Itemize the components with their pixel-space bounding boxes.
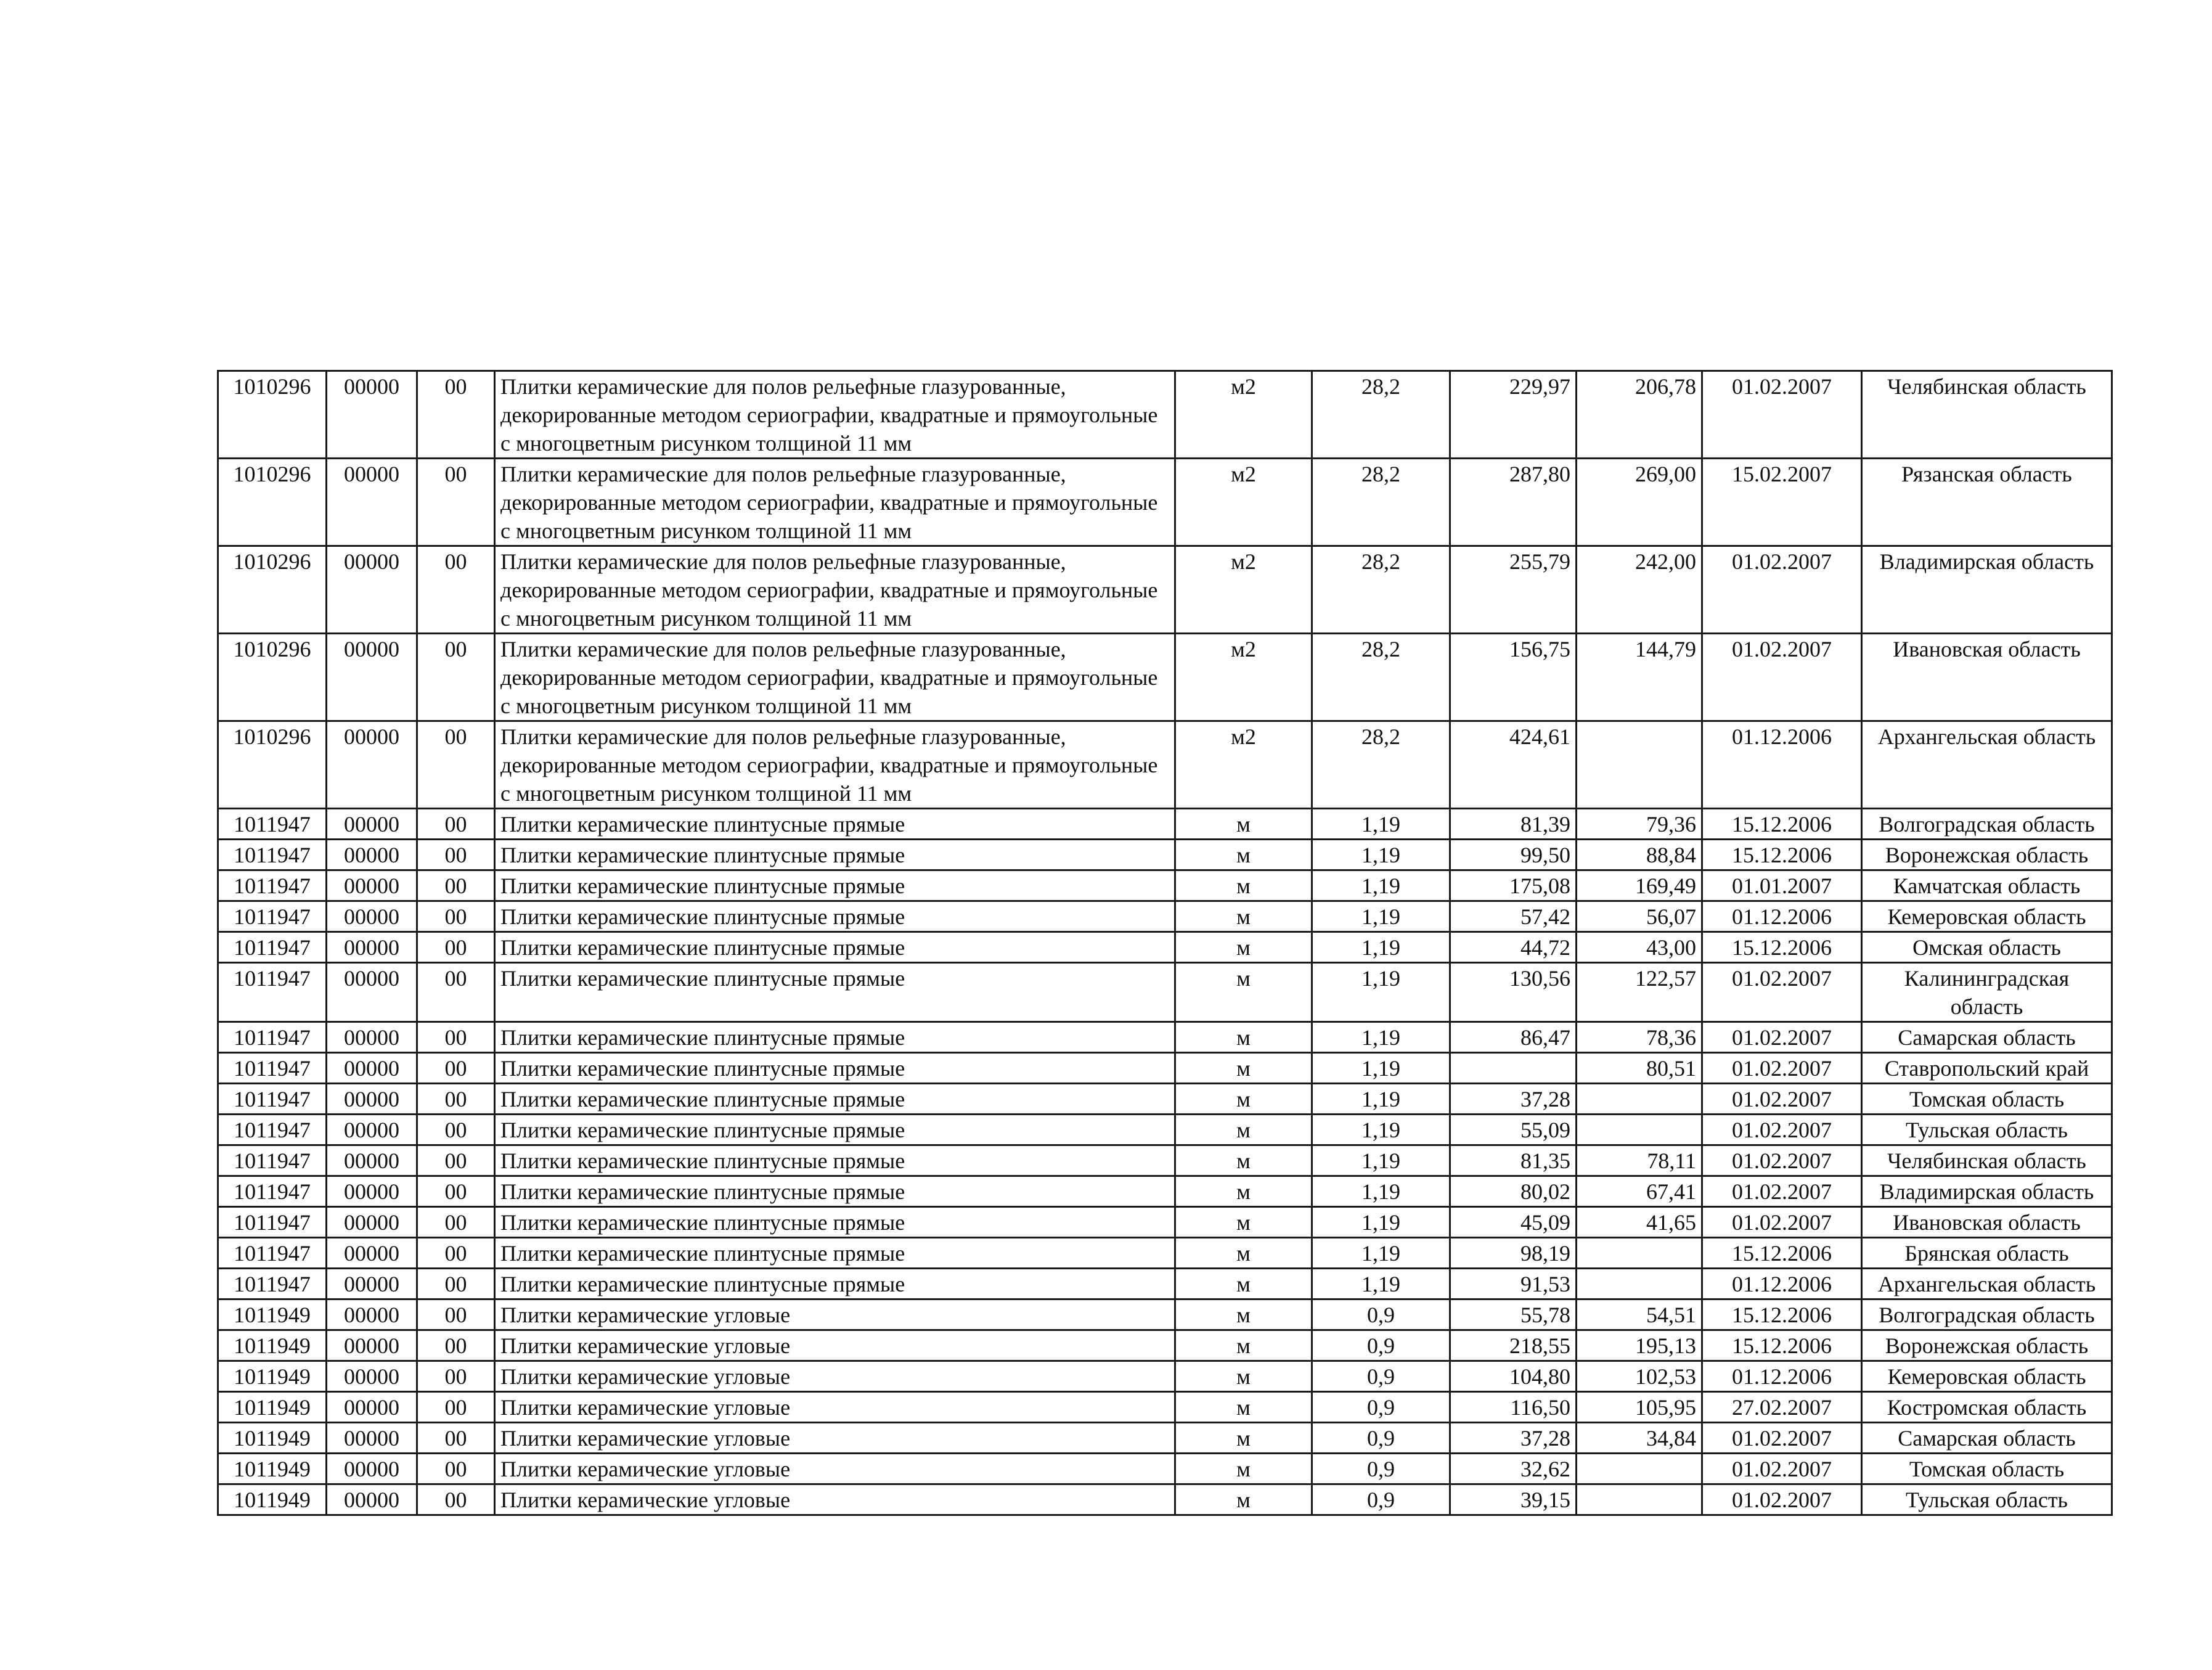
coefficient-cell: 1,19 — [1312, 870, 1450, 901]
price-base-cell: 269,00 — [1577, 459, 1702, 546]
table-row — [218, 1361, 2112, 1392]
table-row — [218, 1300, 2112, 1330]
price-base-cell: 56,07 — [1577, 901, 1702, 932]
material-name-cell: Плитки керамические угловые — [495, 1392, 1175, 1423]
material-name-cell: Плитки керамические плинтусные прямые — [495, 1176, 1175, 1207]
price-base-cell — [1577, 1238, 1702, 1269]
table-row — [218, 870, 2112, 901]
material-name-cell: Плитки керамические угловые — [495, 1423, 1175, 1454]
variant-cell: 00 — [417, 546, 495, 634]
price-current-cell: 98,19 — [1450, 1238, 1577, 1269]
date-cell: 01.02.2007 — [1702, 1115, 1862, 1145]
date-cell: 01.02.2007 — [1702, 963, 1862, 1022]
variant-cell: 00 — [417, 721, 495, 809]
resource-code-cell: 1011947 — [218, 1053, 327, 1084]
resource-code-cell: 1011947 — [218, 870, 327, 901]
resource-code-cell: 1011949 — [218, 1300, 327, 1330]
table-row — [218, 1454, 2112, 1484]
price-current-cell: 86,47 — [1450, 1022, 1577, 1053]
date-cell: 27.02.2007 — [1702, 1392, 1862, 1423]
date-cell: 01.02.2007 — [1702, 1084, 1862, 1115]
unit-cell: м — [1175, 1423, 1312, 1454]
price-base-cell: 54,51 — [1577, 1300, 1702, 1330]
subcode-cell: 00000 — [327, 1022, 417, 1053]
material-name-cell: Плитки керамические плинтусные прямые — [495, 1115, 1175, 1145]
subcode-cell: 00000 — [327, 1300, 417, 1330]
resource-code-cell: 1011949 — [218, 1330, 327, 1361]
date-cell: 01.02.2007 — [1702, 1176, 1862, 1207]
material-name-cell: Плитки керамические плинтусные прямые — [495, 1238, 1175, 1269]
variant-cell: 00 — [417, 1145, 495, 1176]
unit-cell: м — [1175, 1330, 1312, 1361]
price-base-cell: 122,57 — [1577, 963, 1702, 1022]
price-base-cell — [1577, 1115, 1702, 1145]
date-cell: 01.12.2006 — [1702, 721, 1862, 809]
price-base-cell — [1577, 1484, 1702, 1515]
price-current-cell: 175,08 — [1450, 870, 1577, 901]
unit-cell: м — [1175, 1392, 1312, 1423]
price-base-cell: 41,65 — [1577, 1207, 1702, 1238]
resource-code-cell: 1011947 — [218, 1145, 327, 1176]
subcode-cell: 00000 — [327, 901, 417, 932]
price-current-cell: 99,50 — [1450, 840, 1577, 870]
region-cell: Челябинская область — [1862, 1145, 2112, 1176]
resource-code-cell: 1011949 — [218, 1392, 327, 1423]
subcode-cell: 00000 — [327, 1115, 417, 1145]
unit-cell: м — [1175, 1269, 1312, 1300]
region-cell: Волгоградская область — [1862, 809, 2112, 840]
price-base-cell: 43,00 — [1577, 932, 1702, 963]
region-cell: Костромская область — [1862, 1392, 2112, 1423]
coefficient-cell: 0,9 — [1312, 1392, 1450, 1423]
region-cell: Томская область — [1862, 1454, 2112, 1484]
table-row — [218, 371, 2112, 459]
table-row — [218, 809, 2112, 840]
region-cell: Брянская область — [1862, 1238, 2112, 1269]
price-current-cell: 57,42 — [1450, 901, 1577, 932]
table-row — [218, 932, 2112, 963]
resource-code-cell: 1010296 — [218, 546, 327, 634]
price-base-cell: 34,84 — [1577, 1423, 1702, 1454]
subcode-cell: 00000 — [327, 1423, 417, 1454]
material-name-cell: Плитки керамические плинтусные прямые — [495, 809, 1175, 840]
coefficient-cell: 1,19 — [1312, 1022, 1450, 1053]
variant-cell: 00 — [417, 932, 495, 963]
resource-code-cell: 1011947 — [218, 1115, 327, 1145]
variant-cell: 00 — [417, 1361, 495, 1392]
subcode-cell: 00000 — [327, 1454, 417, 1484]
material-name-cell: Плитки керамические плинтусные прямые — [495, 901, 1175, 932]
table-row — [218, 1022, 2112, 1053]
price-base-cell: 195,13 — [1577, 1330, 1702, 1361]
price-base-cell — [1577, 721, 1702, 809]
subcode-cell: 00000 — [327, 546, 417, 634]
price-base-cell: 78,11 — [1577, 1145, 1702, 1176]
price-base-cell — [1577, 1269, 1702, 1300]
unit-cell: м2 — [1175, 634, 1312, 721]
coefficient-cell: 28,2 — [1312, 371, 1450, 459]
variant-cell: 00 — [417, 1238, 495, 1269]
table-row — [218, 1484, 2112, 1515]
coefficient-cell: 1,19 — [1312, 809, 1450, 840]
unit-cell: м — [1175, 1053, 1312, 1084]
resource-code-cell: 1010296 — [218, 371, 327, 459]
date-cell: 01.02.2007 — [1702, 1145, 1862, 1176]
variant-cell: 00 — [417, 1484, 495, 1515]
date-cell: 15.12.2006 — [1702, 1300, 1862, 1330]
material-name-cell: Плитки керамические плинтусные прямые — [495, 1207, 1175, 1238]
price-base-cell: 80,51 — [1577, 1053, 1702, 1084]
variant-cell: 00 — [417, 1330, 495, 1361]
unit-cell: м — [1175, 963, 1312, 1022]
price-base-cell: 78,36 — [1577, 1022, 1702, 1053]
coefficient-cell: 1,19 — [1312, 1115, 1450, 1145]
coefficient-cell: 0,9 — [1312, 1454, 1450, 1484]
unit-cell: м — [1175, 1484, 1312, 1515]
coefficient-cell: 28,2 — [1312, 459, 1450, 546]
table-row — [218, 634, 2112, 721]
price-current-cell: 91,53 — [1450, 1269, 1577, 1300]
table-row — [218, 546, 2112, 634]
variant-cell: 00 — [417, 1084, 495, 1115]
price-current-cell: 116,50 — [1450, 1392, 1577, 1423]
variant-cell: 00 — [417, 1454, 495, 1484]
price-base-cell: 88,84 — [1577, 840, 1702, 870]
material-name-cell: Плитки керамические плинтусные прямые — [495, 1145, 1175, 1176]
variant-cell: 00 — [417, 1053, 495, 1084]
region-cell: Ивановская область — [1862, 1207, 2112, 1238]
unit-cell: м — [1175, 1361, 1312, 1392]
coefficient-cell: 1,19 — [1312, 932, 1450, 963]
coefficient-cell: 28,2 — [1312, 721, 1450, 809]
resource-code-cell: 1011947 — [218, 1207, 327, 1238]
date-cell: 01.02.2007 — [1702, 371, 1862, 459]
region-cell: Архангельская область — [1862, 1269, 2112, 1300]
region-cell: Кемеровская область — [1862, 1361, 2112, 1392]
price-current-cell: 80,02 — [1450, 1176, 1577, 1207]
coefficient-cell: 1,19 — [1312, 901, 1450, 932]
coefficient-cell: 1,19 — [1312, 1053, 1450, 1084]
variant-cell: 00 — [417, 1207, 495, 1238]
resource-code-cell: 1011949 — [218, 1361, 327, 1392]
subcode-cell: 00000 — [327, 1361, 417, 1392]
variant-cell: 00 — [417, 809, 495, 840]
region-cell: Тульская область — [1862, 1115, 2112, 1145]
region-cell: Ивановская область — [1862, 634, 2112, 721]
material-name-cell: Плитки керамические плинтусные прямые — [495, 1269, 1175, 1300]
region-cell: Волгоградская область — [1862, 1300, 2112, 1330]
date-cell: 01.02.2007 — [1702, 1423, 1862, 1454]
table-row — [218, 1115, 2112, 1145]
resource-code-cell: 1011947 — [218, 932, 327, 963]
region-cell: Омская область — [1862, 932, 2112, 963]
material-name-cell: Плитки керамические для полов рельефные глазурованные, декорированные методом сериографии, квадратные и прямоугольные с многоцветным рисунком толщиной 11 мм — [495, 546, 1175, 634]
subcode-cell: 00000 — [327, 1207, 417, 1238]
coefficient-cell: 1,19 — [1312, 963, 1450, 1022]
price-current-cell: 218,55 — [1450, 1330, 1577, 1361]
coefficient-cell: 0,9 — [1312, 1361, 1450, 1392]
date-cell: 15.12.2006 — [1702, 932, 1862, 963]
resource-code-cell: 1011949 — [218, 1484, 327, 1515]
resource-code-cell: 1011947 — [218, 1176, 327, 1207]
region-cell: Самарская область — [1862, 1423, 2112, 1454]
price-current-cell: 81,39 — [1450, 809, 1577, 840]
region-cell: Томская область — [1862, 1084, 2112, 1115]
price-base-cell: 67,41 — [1577, 1176, 1702, 1207]
table-row — [218, 963, 2112, 1022]
variant-cell: 00 — [417, 1423, 495, 1454]
subcode-cell: 00000 — [327, 1053, 417, 1084]
table-row — [218, 1145, 2112, 1176]
unit-cell: м2 — [1175, 546, 1312, 634]
table-row — [218, 1084, 2112, 1115]
date-cell: 01.02.2007 — [1702, 1053, 1862, 1084]
material-name-cell: Плитки керамические для полов рельефные глазурованные, декорированные методом сериографии, квадратные и прямоугольные с многоцветным рисунком толщиной 11 мм — [495, 721, 1175, 809]
subcode-cell: 00000 — [327, 1484, 417, 1515]
date-cell: 01.12.2006 — [1702, 1269, 1862, 1300]
material-name-cell: Плитки керамические угловые — [495, 1330, 1175, 1361]
unit-cell: м — [1175, 1145, 1312, 1176]
variant-cell: 00 — [417, 1115, 495, 1145]
price-current-cell: 130,56 — [1450, 963, 1577, 1022]
price-current-cell: 287,80 — [1450, 459, 1577, 546]
variant-cell: 00 — [417, 634, 495, 721]
unit-cell: м — [1175, 809, 1312, 840]
price-base-cell: 79,36 — [1577, 809, 1702, 840]
resource-code-cell: 1011949 — [218, 1423, 327, 1454]
resource-code-cell: 1010296 — [218, 721, 327, 809]
unit-cell: м — [1175, 901, 1312, 932]
date-cell: 01.02.2007 — [1702, 634, 1862, 721]
date-cell: 15.02.2007 — [1702, 459, 1862, 546]
unit-cell: м — [1175, 870, 1312, 901]
region-cell: Рязанская область — [1862, 459, 2112, 546]
price-current-cell: 37,28 — [1450, 1423, 1577, 1454]
unit-cell: м — [1175, 1115, 1312, 1145]
coefficient-cell: 0,9 — [1312, 1484, 1450, 1515]
resource-code-cell: 1011947 — [218, 1084, 327, 1115]
coefficient-cell: 28,2 — [1312, 546, 1450, 634]
price-base-cell: 169,49 — [1577, 870, 1702, 901]
unit-cell: м — [1175, 932, 1312, 963]
variant-cell: 00 — [417, 1300, 495, 1330]
price-current-cell: 81,35 — [1450, 1145, 1577, 1176]
date-cell: 01.02.2007 — [1702, 1207, 1862, 1238]
price-base-cell — [1577, 1454, 1702, 1484]
price-current-cell: 44,72 — [1450, 932, 1577, 963]
material-name-cell: Плитки керамические угловые — [495, 1300, 1175, 1330]
coefficient-cell: 0,9 — [1312, 1423, 1450, 1454]
price-current-cell: 229,97 — [1450, 371, 1577, 459]
coefficient-cell: 1,19 — [1312, 1145, 1450, 1176]
region-cell: Челябинская область — [1862, 371, 2112, 459]
subcode-cell: 00000 — [327, 371, 417, 459]
material-name-cell: Плитки керамические плинтусные прямые — [495, 1053, 1175, 1084]
unit-cell: м — [1175, 1454, 1312, 1484]
price-base-cell: 144,79 — [1577, 634, 1702, 721]
price-current-cell — [1450, 1053, 1577, 1084]
subcode-cell: 00000 — [327, 932, 417, 963]
price-base-cell: 206,78 — [1577, 371, 1702, 459]
date-cell: 01.01.2007 — [1702, 870, 1862, 901]
table-row — [218, 1176, 2112, 1207]
material-name-cell: Плитки керамические плинтусные прямые — [495, 963, 1175, 1022]
unit-cell: м — [1175, 1084, 1312, 1115]
material-name-cell: Плитки керамические для полов рельефные глазурованные, декорированные методом сериографии, квадратные и прямоугольные с многоцветным рисунком толщиной 11 мм — [495, 371, 1175, 459]
subcode-cell: 00000 — [327, 634, 417, 721]
price-current-cell: 45,09 — [1450, 1207, 1577, 1238]
region-cell: Кемеровская область — [1862, 901, 2112, 932]
subcode-cell: 00000 — [327, 1330, 417, 1361]
subcode-cell: 00000 — [327, 1269, 417, 1300]
coefficient-cell: 1,19 — [1312, 1238, 1450, 1269]
price-base-cell: 102,53 — [1577, 1361, 1702, 1392]
table-row — [218, 1392, 2112, 1423]
variant-cell: 00 — [417, 840, 495, 870]
table-row — [218, 901, 2112, 932]
unit-cell: м2 — [1175, 721, 1312, 809]
date-cell: 01.12.2006 — [1702, 901, 1862, 932]
table-row — [218, 1330, 2112, 1361]
resource-code-cell: 1011947 — [218, 901, 327, 932]
resource-code-cell: 1010296 — [218, 459, 327, 546]
variant-cell: 00 — [417, 459, 495, 546]
date-cell: 01.02.2007 — [1702, 1484, 1862, 1515]
region-cell: Камчатская область — [1862, 870, 2112, 901]
table-row — [218, 1423, 2112, 1454]
price-current-cell: 255,79 — [1450, 546, 1577, 634]
subcode-cell: 00000 — [327, 721, 417, 809]
date-cell: 01.02.2007 — [1702, 1022, 1862, 1053]
table-row — [218, 1238, 2112, 1269]
material-name-cell: Плитки керамические плинтусные прямые — [495, 840, 1175, 870]
variant-cell: 00 — [417, 870, 495, 901]
subcode-cell: 00000 — [327, 840, 417, 870]
variant-cell: 00 — [417, 1176, 495, 1207]
unit-cell: м2 — [1175, 371, 1312, 459]
region-cell: Ставропольский край — [1862, 1053, 2112, 1084]
resource-code-cell: 1011947 — [218, 840, 327, 870]
region-cell: Воронежская область — [1862, 840, 2112, 870]
material-name-cell: Плитки керамические плинтусные прямые — [495, 1022, 1175, 1053]
material-name-cell: Плитки керамические для полов рельефные глазурованные, декорированные методом сериографии, квадратные и прямоугольные с многоцветным рисунком толщиной 11 мм — [495, 634, 1175, 721]
date-cell: 01.02.2007 — [1702, 1454, 1862, 1484]
table-row — [218, 721, 2112, 809]
price-current-cell: 32,62 — [1450, 1454, 1577, 1484]
subcode-cell: 00000 — [327, 809, 417, 840]
resource-code-cell: 1011947 — [218, 1022, 327, 1053]
coefficient-cell: 0,9 — [1312, 1330, 1450, 1361]
unit-cell: м — [1175, 840, 1312, 870]
date-cell: 01.12.2006 — [1702, 1361, 1862, 1392]
resource-code-cell: 1011949 — [218, 1454, 327, 1484]
price-current-cell: 39,15 — [1450, 1484, 1577, 1515]
region-cell: Тульская область — [1862, 1484, 2112, 1515]
subcode-cell: 00000 — [327, 870, 417, 901]
subcode-cell: 00000 — [327, 963, 417, 1022]
subcode-cell: 00000 — [327, 1238, 417, 1269]
date-cell: 15.12.2006 — [1702, 1238, 1862, 1269]
date-cell: 15.12.2006 — [1702, 1330, 1862, 1361]
unit-cell: м — [1175, 1022, 1312, 1053]
region-cell: Владимирская область — [1862, 1176, 2112, 1207]
resource-code-cell: 1011947 — [218, 1238, 327, 1269]
subcode-cell: 00000 — [327, 459, 417, 546]
material-name-cell: Плитки керамические для полов рельефные глазурованные, декорированные методом сериографии, квадратные и прямоугольные с многоцветным рисунком толщиной 11 мм — [495, 459, 1175, 546]
material-name-cell: Плитки керамические угловые — [495, 1484, 1175, 1515]
subcode-cell: 00000 — [327, 1392, 417, 1423]
coefficient-cell: 1,19 — [1312, 1176, 1450, 1207]
price-current-cell: 424,61 — [1450, 721, 1577, 809]
price-current-cell: 37,28 — [1450, 1084, 1577, 1115]
variant-cell: 00 — [417, 1269, 495, 1300]
resource-code-cell: 1011947 — [218, 1269, 327, 1300]
resource-code-cell: 1011947 — [218, 809, 327, 840]
region-cell: Владимирская область — [1862, 546, 2112, 634]
variant-cell: 00 — [417, 901, 495, 932]
price-base-cell — [1577, 1084, 1702, 1115]
table-body — [218, 371, 2112, 1515]
material-name-cell: Плитки керамические плинтусные прямые — [495, 932, 1175, 963]
resource-code-cell: 1011947 — [218, 963, 327, 1022]
region-cell: Калининградская область — [1862, 963, 2112, 1022]
price-current-cell: 55,09 — [1450, 1115, 1577, 1145]
coefficient-cell: 1,19 — [1312, 1084, 1450, 1115]
unit-cell: м2 — [1175, 459, 1312, 546]
coefficient-cell: 1,19 — [1312, 1207, 1450, 1238]
price-current-cell: 156,75 — [1450, 634, 1577, 721]
region-cell: Архангельская область — [1862, 721, 2112, 809]
unit-cell: м — [1175, 1176, 1312, 1207]
variant-cell: 00 — [417, 963, 495, 1022]
table-row — [218, 459, 2112, 546]
subcode-cell: 00000 — [327, 1084, 417, 1115]
coefficient-cell: 1,19 — [1312, 1269, 1450, 1300]
variant-cell: 00 — [417, 371, 495, 459]
date-cell: 15.12.2006 — [1702, 809, 1862, 840]
material-name-cell: Плитки керамические плинтусные прямые — [495, 870, 1175, 901]
table-row — [218, 1207, 2112, 1238]
material-name-cell: Плитки керамические угловые — [495, 1454, 1175, 1484]
price-current-cell: 104,80 — [1450, 1361, 1577, 1392]
coefficient-cell: 1,19 — [1312, 840, 1450, 870]
price-table — [217, 370, 2113, 1516]
material-name-cell: Плитки керамические угловые — [495, 1361, 1175, 1392]
date-cell: 01.02.2007 — [1702, 546, 1862, 634]
price-base-cell: 105,95 — [1577, 1392, 1702, 1423]
table-row — [218, 1053, 2112, 1084]
variant-cell: 00 — [417, 1392, 495, 1423]
region-cell: Самарская область — [1862, 1022, 2112, 1053]
unit-cell: м — [1175, 1238, 1312, 1269]
region-cell: Воронежская область — [1862, 1330, 2112, 1361]
material-name-cell: Плитки керамические плинтусные прямые — [495, 1084, 1175, 1115]
subcode-cell: 00000 — [327, 1176, 417, 1207]
unit-cell: м — [1175, 1207, 1312, 1238]
table-row — [218, 1269, 2112, 1300]
price-base-cell: 242,00 — [1577, 546, 1702, 634]
coefficient-cell: 0,9 — [1312, 1300, 1450, 1330]
unit-cell: м — [1175, 1300, 1312, 1330]
price-current-cell: 55,78 — [1450, 1300, 1577, 1330]
resource-code-cell: 1010296 — [218, 634, 327, 721]
date-cell: 15.12.2006 — [1702, 840, 1862, 870]
coefficient-cell: 28,2 — [1312, 634, 1450, 721]
table-row — [218, 840, 2112, 870]
subcode-cell: 00000 — [327, 1145, 417, 1176]
variant-cell: 00 — [417, 1022, 495, 1053]
